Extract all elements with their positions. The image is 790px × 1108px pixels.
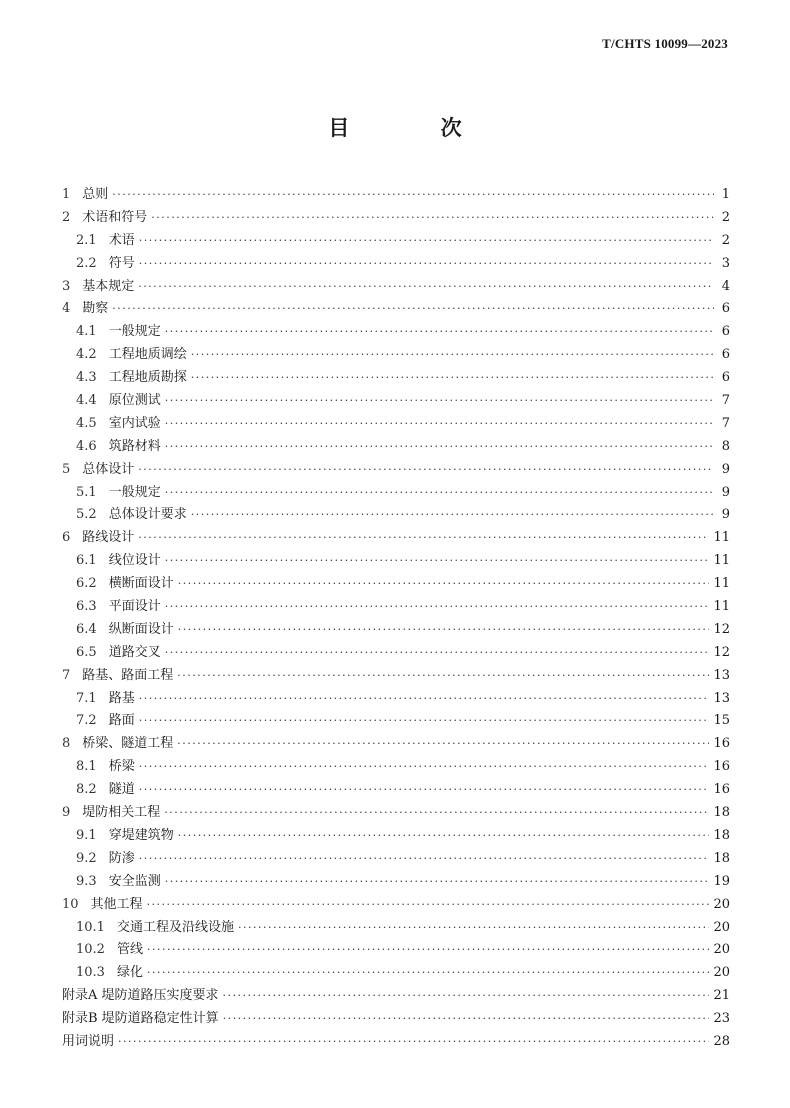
- toc-number: 8: [62, 736, 71, 752]
- toc-page-number: 1: [721, 187, 730, 202]
- toc-number: 2.1: [76, 232, 97, 248]
- toc-entry[interactable]: [62, 276, 730, 299]
- toc-label: 堤防相关工程: [82, 805, 161, 821]
- toc-page-number: 18: [713, 850, 730, 866]
- toc-entry[interactable]: [62, 573, 730, 596]
- toc-page-number: 11: [713, 553, 730, 569]
- toc-page-number: 2: [721, 209, 730, 225]
- toc-label: 横断面设计: [108, 576, 174, 592]
- toc-dot-leader: [139, 230, 714, 253]
- toc-label: 一般规定: [108, 484, 161, 500]
- toc-dot-leader: [112, 184, 714, 207]
- toc-page-number: 6: [721, 324, 730, 340]
- toc-dot-leader: [165, 413, 714, 436]
- toc-dot-leader: [138, 459, 714, 482]
- toc-page-number: 7: [721, 393, 730, 409]
- toc-page-number: 4: [721, 278, 730, 294]
- toc-dot-leader: [178, 619, 710, 642]
- toc-number: 8.2: [76, 782, 97, 798]
- toc-dot-leader: [191, 504, 714, 527]
- toc-dot-leader: [165, 550, 710, 573]
- toc-label: 勘察: [82, 301, 109, 317]
- toc-label: 管线: [116, 942, 143, 958]
- toc-label: 平面设计: [108, 599, 161, 615]
- toc-number: 5: [62, 461, 71, 477]
- toc-dot-leader: [238, 917, 709, 940]
- toc-label: 隧道: [108, 782, 135, 798]
- toc-page-number: 20: [713, 965, 730, 981]
- toc-entry[interactable]: [62, 917, 730, 940]
- toc-entry[interactable]: [62, 1031, 730, 1054]
- toc-number: 6: [62, 530, 71, 546]
- toc-page-number: 3: [721, 255, 730, 271]
- toc-dot-leader: [177, 665, 709, 688]
- toc-number: 8.1: [76, 759, 97, 775]
- toc-label: 术语: [108, 232, 135, 248]
- toc-entry[interactable]: [62, 321, 730, 344]
- toc-entry[interactable]: [62, 848, 730, 871]
- toc-dot-leader: [138, 276, 714, 299]
- toc-label: 总体设计要求: [108, 507, 187, 523]
- toc-entry[interactable]: [62, 459, 730, 482]
- toc-entry[interactable]: [62, 825, 730, 848]
- toc-page-number: 18: [713, 827, 730, 843]
- toc-label: 穿堤建筑物: [108, 827, 174, 843]
- toc-number: 6.4: [76, 621, 97, 637]
- toc-entry[interactable]: [62, 207, 730, 230]
- toc-number: 4.4: [76, 393, 97, 409]
- toc-entry[interactable]: [62, 779, 730, 802]
- toc-entry[interactable]: [62, 436, 730, 459]
- toc-dot-leader: [177, 733, 709, 756]
- toc-entry[interactable]: [62, 642, 730, 665]
- toc-number: 7.2: [76, 713, 97, 729]
- toc-page-number: 7: [721, 415, 730, 431]
- toc-number: 7: [62, 667, 71, 683]
- toc-number: 4.6: [76, 438, 97, 454]
- toc-page-number: 21: [713, 988, 730, 1004]
- toc-entry[interactable]: [62, 482, 730, 505]
- toc-label: 纵断面设计: [108, 621, 174, 637]
- toc-label: 路基: [108, 690, 135, 706]
- toc-dot-leader: [164, 802, 709, 825]
- toc-entry[interactable]: [62, 184, 730, 207]
- toc-entry[interactable]: [62, 871, 730, 894]
- toc-dot-leader: [147, 894, 710, 917]
- toc-dot-leader: [165, 436, 714, 459]
- toc-page-number: 20: [713, 919, 730, 935]
- toc-number: 4.3: [76, 370, 97, 386]
- toc-page-number: 16: [713, 736, 730, 752]
- toc-page-number: 19: [713, 873, 730, 889]
- toc-number: 4: [62, 301, 71, 317]
- toc-number: 9: [62, 805, 71, 821]
- toc-page-number: 6: [721, 347, 730, 363]
- toc-entry[interactable]: [62, 665, 730, 688]
- toc-number: 4.1: [76, 324, 97, 340]
- toc-entry[interactable]: [62, 756, 730, 779]
- toc-page-number: 6: [721, 301, 730, 317]
- toc-number: 9.3: [76, 873, 97, 889]
- toc-entry[interactable]: [62, 344, 730, 367]
- toc-label: 室内试验: [108, 415, 161, 431]
- toc-label: 工程地质勘探: [108, 370, 187, 386]
- toc-entry[interactable]: [62, 596, 730, 619]
- toc-label: 附录B 堤防道路稳定性计算: [62, 1011, 219, 1027]
- toc-label: 符号: [108, 255, 135, 271]
- toc-entry[interactable]: [62, 1008, 730, 1031]
- toc-dot-leader: [147, 939, 709, 962]
- toc-page-number: 13: [713, 690, 730, 706]
- toc-label: 总体设计: [82, 461, 135, 477]
- toc-dot-leader: [223, 1008, 710, 1031]
- toc-page-number: 6: [721, 370, 730, 386]
- toc-page-number: 16: [713, 759, 730, 775]
- toc-page-number: 28: [713, 1033, 730, 1049]
- toc-label: 绿化: [116, 965, 143, 981]
- toc-number: 6.2: [76, 576, 97, 592]
- toc-dot-leader: [191, 344, 714, 367]
- toc-label: 安全监测: [108, 873, 161, 889]
- toc-page-number: 12: [713, 621, 730, 637]
- toc-label: 附录A 堤防道路压实度要求: [62, 988, 219, 1004]
- toc-entry[interactable]: [62, 367, 730, 390]
- toc-entry[interactable]: [62, 504, 730, 527]
- toc-entry[interactable]: [62, 710, 730, 733]
- toc-label: 线位设计: [108, 553, 161, 569]
- toc-label: 防渗: [108, 850, 135, 866]
- toc-dot-leader: [165, 596, 710, 619]
- toc-entry[interactable]: [62, 550, 730, 573]
- toc-number: 9.2: [76, 850, 97, 866]
- toc-label: 筑路材料: [108, 438, 161, 454]
- toc-entry[interactable]: [62, 688, 730, 711]
- toc-entry[interactable]: [62, 527, 730, 550]
- toc-entry[interactable]: [62, 298, 730, 321]
- toc-label: 道路交叉: [108, 644, 161, 660]
- toc-dot-leader: [147, 962, 709, 985]
- toc-entry[interactable]: [62, 962, 730, 985]
- toc-number: 10: [62, 896, 79, 912]
- toc-page-number: 9: [721, 461, 730, 477]
- toc-dot-leader: [139, 688, 710, 711]
- toc-label: 用词说明: [62, 1033, 115, 1049]
- toc-dot-leader: [223, 985, 710, 1008]
- toc-dot-leader: [112, 298, 714, 321]
- toc-page-number: 9: [721, 507, 730, 523]
- toc-entry[interactable]: [62, 894, 730, 917]
- toc-page-number: 12: [713, 644, 730, 660]
- toc-dot-leader: [139, 848, 710, 871]
- toc-number: 10.3: [76, 965, 105, 981]
- page-title: 目 次: [328, 115, 504, 140]
- toc-page-number: 11: [713, 576, 730, 592]
- toc-number: 4.2: [76, 347, 97, 363]
- toc-label: 基本规定: [82, 278, 135, 294]
- toc-entry[interactable]: [62, 733, 730, 756]
- toc-label: 桥梁: [108, 759, 135, 775]
- toc-number: 6.5: [76, 644, 97, 660]
- table-of-contents: [62, 184, 730, 1054]
- toc-number: 10.2: [76, 942, 105, 958]
- toc-dot-leader: [165, 390, 714, 413]
- toc-number: 4.5: [76, 415, 97, 431]
- toc-dot-leader: [118, 1031, 709, 1054]
- toc-label: 交通工程及沿线设施: [116, 919, 234, 935]
- toc-number: 2.2: [76, 255, 97, 271]
- standard-code: T/CHTS 10099—2023: [602, 36, 728, 51]
- toc-label: 桥梁、隧道工程: [82, 736, 174, 752]
- toc-dot-leader: [165, 482, 714, 505]
- toc-dot-leader: [165, 642, 710, 665]
- toc-page-number: 9: [721, 484, 730, 500]
- toc-dot-leader: [191, 367, 714, 390]
- toc-dot-leader: [139, 756, 710, 779]
- toc-label: 工程地质调绘: [108, 347, 187, 363]
- toc-number: 5.1: [76, 484, 97, 500]
- toc-label: 原位测试: [108, 393, 161, 409]
- toc-entry[interactable]: [62, 802, 730, 825]
- toc-dot-leader: [138, 527, 709, 550]
- toc-number: 6.1: [76, 553, 97, 569]
- toc-dot-leader: [165, 321, 714, 344]
- toc-dot-leader: [165, 871, 710, 894]
- toc-label: 其他工程: [90, 896, 143, 912]
- toc-page-number: 13: [713, 667, 730, 683]
- toc-page-number: 23: [713, 1011, 730, 1027]
- toc-number: 3: [62, 278, 71, 294]
- toc-entry[interactable]: [62, 985, 730, 1008]
- toc-number: 10.1: [76, 919, 105, 935]
- toc-label: 总则: [82, 187, 109, 202]
- toc-page-number: 18: [713, 805, 730, 821]
- toc-entry[interactable]: [62, 230, 730, 253]
- toc-page-number: 2: [721, 232, 730, 248]
- toc-number: 2: [62, 209, 71, 225]
- toc-page-number: 20: [713, 896, 730, 912]
- toc-dot-leader: [139, 710, 710, 733]
- toc-dot-leader: [178, 573, 710, 596]
- toc-label: 路线设计: [82, 530, 135, 546]
- toc-number: 9.1: [76, 827, 97, 843]
- toc-entry[interactable]: [62, 619, 730, 642]
- toc-label: 一般规定: [108, 324, 161, 340]
- toc-number: 5.2: [76, 507, 97, 523]
- toc-page-number: 15: [713, 713, 730, 729]
- toc-entry[interactable]: [62, 939, 730, 962]
- toc-page-number: 20: [713, 942, 730, 958]
- toc-label: 术语和符号: [82, 209, 148, 225]
- toc-page-number: 11: [713, 530, 730, 546]
- toc-dot-leader: [151, 207, 714, 230]
- toc-entry[interactable]: [62, 390, 730, 413]
- toc-label: 路面: [108, 713, 135, 729]
- toc-dot-leader: [139, 253, 714, 276]
- toc-dot-leader: [178, 825, 710, 848]
- toc-page-number: 11: [713, 599, 730, 615]
- toc-dot-leader: [139, 779, 710, 802]
- toc-number: 6.3: [76, 599, 97, 615]
- toc-page-number: 16: [713, 782, 730, 798]
- toc-entry[interactable]: [62, 413, 730, 436]
- toc-number: 1: [62, 187, 71, 202]
- toc-label: 路基、路面工程: [82, 667, 174, 683]
- toc-number: 7.1: [76, 690, 97, 706]
- toc-page-number: 8: [721, 438, 730, 454]
- toc-entry[interactable]: [62, 253, 730, 276]
